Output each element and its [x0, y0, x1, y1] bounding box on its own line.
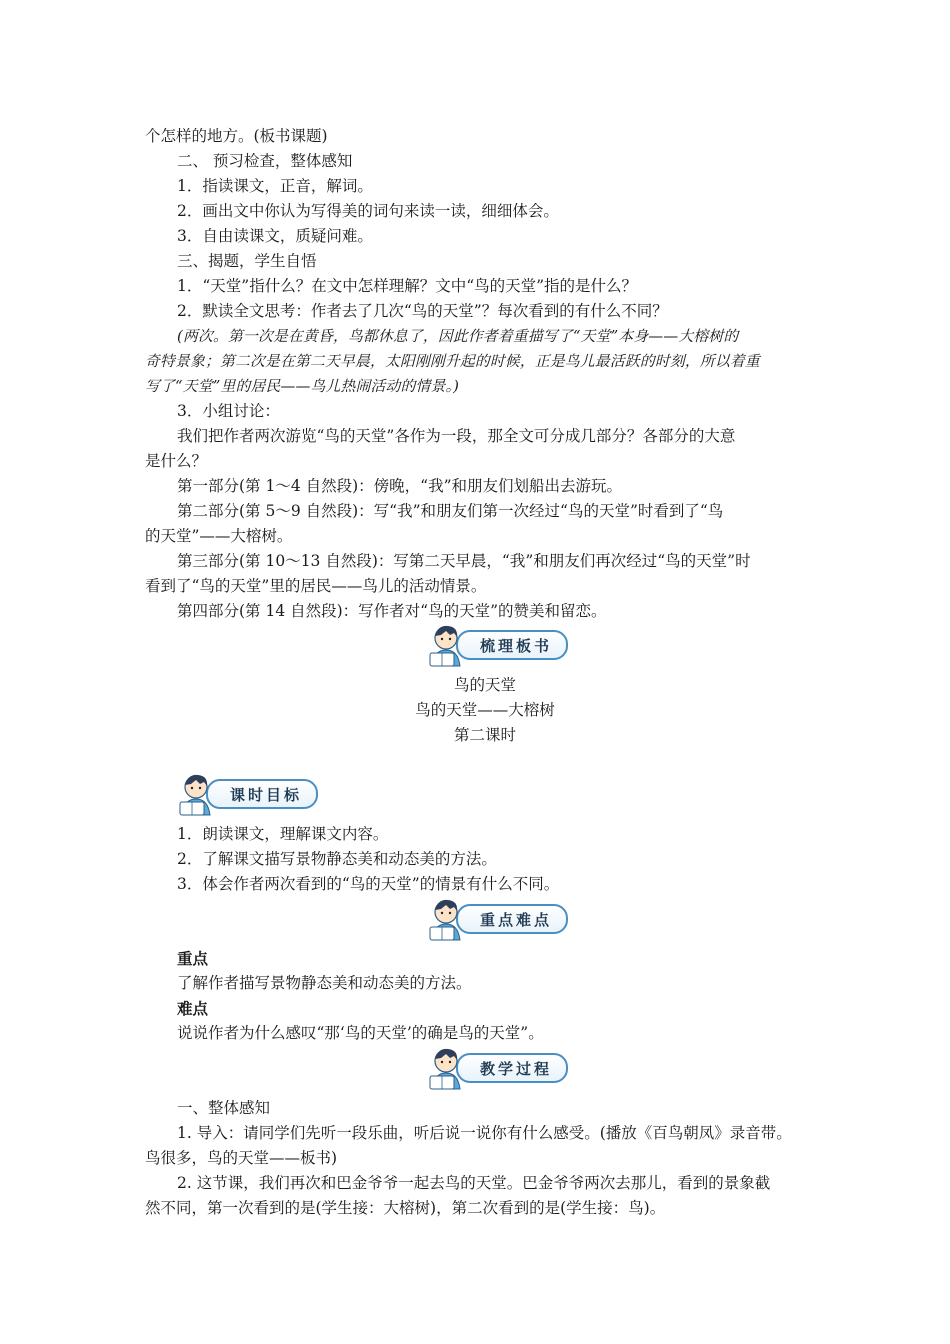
text-line: 3．小组讨论： — [177, 402, 280, 420]
difficulty-title: 难点 — [177, 999, 209, 1018]
banner-goals — [176, 771, 318, 817]
text-line: 第三部分(第 10～13 自然段)：写第二天早晨，“我”和朋友们再次经过“鸟的天堂”时 — [177, 552, 751, 570]
goal-line: 1．朗读课文，理解课文内容。 — [177, 825, 389, 843]
text-line: 1．指读课文，正音，解词。 — [177, 177, 373, 195]
focus-title: 重点 — [177, 949, 209, 968]
section-heading: 二、 预习检查，整体感知 — [177, 152, 353, 170]
goal-line: 2．了解课文描写景物静态美和动态美的方法。 — [177, 850, 497, 868]
text-line: 1. 导入：请同学们先听一段乐曲，听后说一说你有什么感受。(播放《百鸟朝凤》录音带。 — [177, 1124, 792, 1142]
text-line: 第四部分(第 14 自然段)：写作者对“鸟的天堂”的赞美和留恋。 — [177, 602, 607, 620]
banner-title: 梳理板书 — [456, 630, 568, 660]
section-heading: 三、揭题，学生自悟 — [177, 252, 317, 270]
board-line: 鸟的天堂 — [453, 676, 516, 694]
text-line: 3．自由读课文，质疑问难。 — [177, 227, 373, 245]
text-line: 然不同，第一次看到的是(学生接：大榕树)，第二次看到的是(学生接：鸟)。 — [145, 1199, 666, 1217]
text-line: 1．“天堂”指什么？在文中怎样理解？文中“鸟的天堂”指的是什么？ — [177, 277, 638, 295]
text-line: 2．画出文中你认为写得美的词句来读一读，细细体会。 — [177, 202, 559, 220]
focus-text: 了解作者描写景物静态美和动态美的方法。 — [177, 974, 472, 992]
text-line: 的天堂”——大榕树。 — [145, 527, 293, 545]
banner-key — [426, 896, 568, 942]
answer-line: (两次。第一次是在黄昏，鸟都休息了，因此作者着重描写了“天堂”本身——大榕树的 — [177, 328, 739, 345]
student-reading-icon — [426, 896, 470, 942]
banner-board — [426, 622, 568, 668]
answer-line: 写了“天堂”里的居民——鸟儿热闹活动的情景。) — [145, 378, 460, 395]
student-reading-icon — [426, 1045, 470, 1091]
banner-process — [426, 1045, 568, 1091]
section-heading: 一、整体感知 — [177, 1099, 271, 1117]
text-line: 看到了“鸟的天堂”里的居民——鸟儿的活动情景。 — [145, 577, 487, 595]
banner-title: 课时目标 — [206, 779, 318, 809]
difficulty-text: 说说作者为什么感叹“那‘鸟的天堂’的确是鸟的天堂”。 — [177, 1024, 544, 1042]
text-line: 是什么？ — [145, 452, 208, 470]
text-line: 第一部分(第 1～4 自然段)：傍晚，“我”和朋友们划船出去游玩。 — [177, 477, 623, 495]
text-line: 个怎样的地方。(板书课题) — [145, 127, 328, 145]
student-reading-icon — [426, 622, 470, 668]
board-line: 第二课时 — [453, 726, 516, 744]
text-line: 2. 这节课，我们再次和巴金爷爷一起去鸟的天堂。巴金爷爷两次去那儿，看到的景象截 — [177, 1174, 771, 1192]
text-line: 鸟很多，鸟的天堂——板书) — [145, 1149, 338, 1167]
text-line: 第二部分(第 5～9 自然段)：写“我”和朋友们第一次经过“鸟的天堂”时看到了“鸟 — [177, 502, 724, 520]
board-line: 鸟的天堂——大榕树 — [415, 701, 555, 719]
answer-line: 奇特景象；第二次是在第二天早晨，太阳刚刚升起的时候，正是鸟儿最活跃的时刻，所以着重 — [145, 353, 760, 370]
goal-line: 3．体会作者两次看到的“鸟的天堂”的情景有什么不同。 — [177, 875, 560, 893]
text-line: 我们把作者两次游览“鸟的天堂”各作为一段，那全文可分成几部分？各部分的大意 — [177, 427, 736, 445]
student-reading-icon — [176, 771, 220, 817]
banner-title: 重点难点 — [456, 904, 568, 934]
banner-title: 教学过程 — [456, 1053, 568, 1083]
text-line: 2．默读全文思考：作者去了几次“鸟的天堂”？每次看到的有什么不同？ — [177, 302, 668, 320]
